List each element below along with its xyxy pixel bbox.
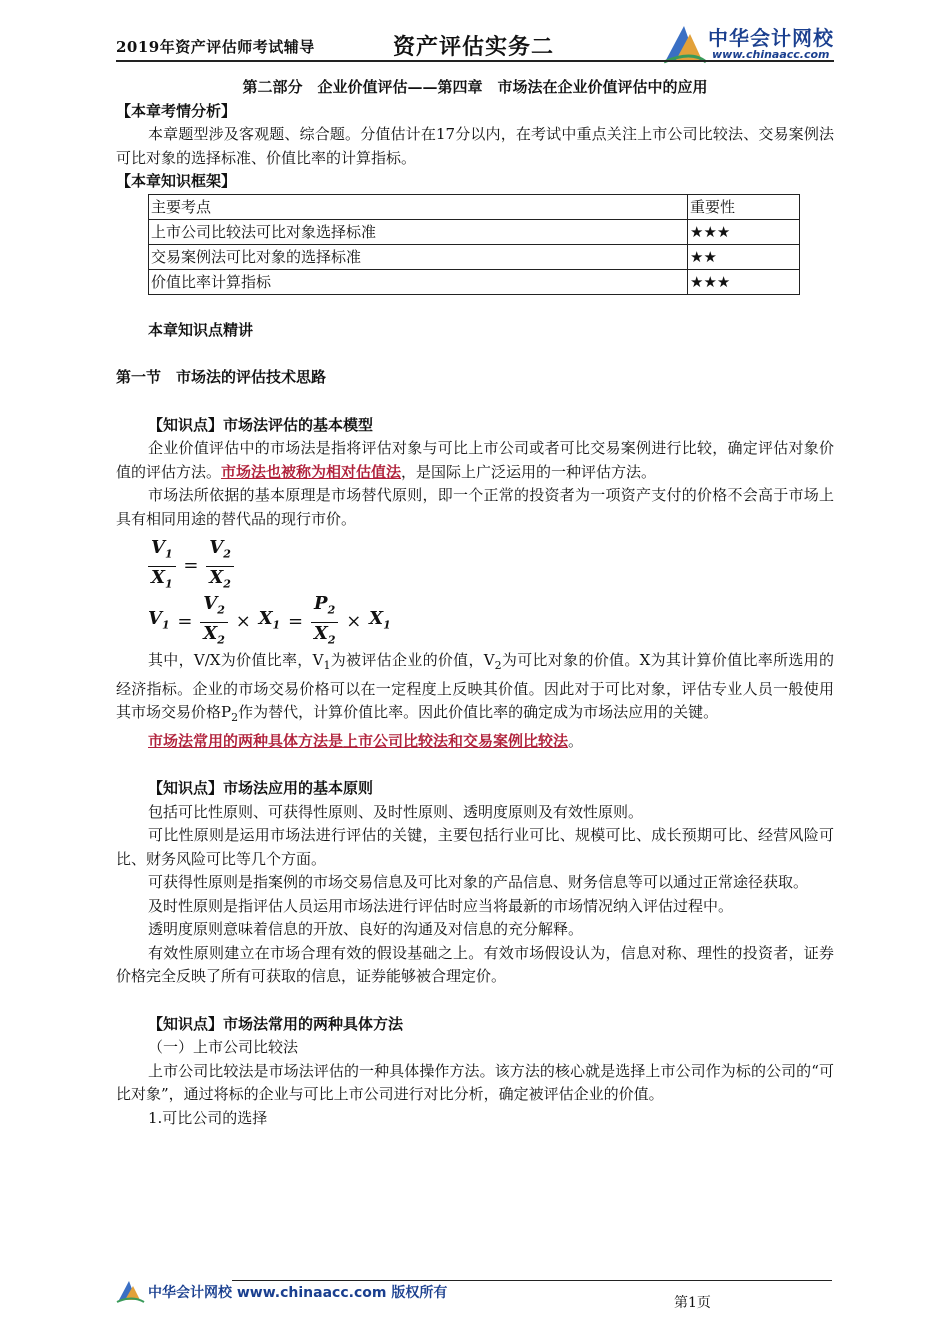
kp1-paragraph-2: 市场法所依据的基本原理是市场替代原则，即一个正常的投资者为一项资产支付的价格不会高于市场上具有相同用途的替代品的现行市价。 (116, 486, 834, 528)
kp2-heading: 【知识点】市场法应用的基本原则 (148, 779, 374, 797)
analysis-text: 本章题型涉及客观题、综合题。分值估计在17分以内，在考试中重点关注上市公司比较法、交易案例法可比对象的选择标准、价值比率的计算指标。 (116, 125, 834, 167)
table-cell-rating: ★★★ (688, 269, 800, 294)
table-cell-topic: 上市公司比较法可比对象选择标准 (149, 219, 688, 244)
kp3-subheading: （一）上市公司比较法 (148, 1038, 299, 1056)
kp2-paragraph-3: 可获得性原则是指案例的市场交易信息及可比对象的产品信息、财务信息等可以通过正常途径获取。 (148, 873, 809, 891)
formula-ratio-equality: $\frac{V_1}{X_1}$ = $\frac{V_2}{X_2}$ (148, 537, 234, 595)
header-divider (116, 60, 834, 62)
analysis-heading: 【本章考情分析】 (116, 101, 237, 120)
highlight-two-methods: 市场法常用的两种具体方法是上市公司比较法和交易案例比较法 (148, 731, 569, 750)
kp3-paragraph-1: 上市公司比较法是市场法评估的一种具体操作方法。该方法的核心就是选择上市公司作为标的公司的“可比对象”，通过将标的企业与可比上市公司进行对比分析，确定被评估企业的价值。 (116, 1061, 834, 1103)
chapter-title: 第二部分 企业价值评估——第四章 市场法在企业价值评估中的应用 (242, 78, 708, 96)
table-cell-topic: 交易案例法可比对象的选择标准 (149, 244, 688, 269)
framework-heading: 【本章知识框架】 (116, 172, 237, 190)
table-cell-topic: 价值比率计算指标 (149, 269, 688, 294)
formula-value-calculation: $V_1$ = $\frac{V_2}{X_2}$ × $X_1$ = $\frac{P_2}{X_2}$ × $X_1$ (148, 593, 391, 647)
kp2-paragraph-2: 可比性原则是运用市场法进行评估的关键，主要包括行业可比、规模可比、成长预期可比、经营风险可比、财务风险可比等几个方面。 (116, 826, 834, 868)
page-number: 第1页 (674, 1295, 711, 1311)
table-cell-rating: ★★★ (688, 219, 800, 244)
header-subject-title: 资产评估实务二 (393, 34, 555, 60)
footer-divider (232, 1280, 832, 1281)
kp1-paragraph-4: 市场法常用的两种具体方法是上市公司比较法和交易案例比较法。 (148, 731, 584, 750)
table-header-importance: 重要性 (688, 194, 800, 219)
kp1-paragraph-1: 企业价值评估中的市场法是指将评估对象与可比上市公司或者可比交易案例进行比较，确定评估对象价值的评估方法。市场法也被称为相对估值法，是国际上广泛运用的一种评估方法。 (116, 439, 834, 481)
table-header-topic: 主要考点 (149, 194, 688, 219)
table-row (149, 269, 800, 294)
table-row (149, 244, 800, 269)
section-title: 第一节 市场法的评估技术思路 (116, 368, 327, 386)
table-cell-rating: ★★ (688, 244, 800, 269)
kp3-heading: 【知识点】市场法常用的两种具体方法 (148, 1014, 404, 1033)
kp1-heading: 【知识点】市场法评估的基本模型 (148, 415, 374, 434)
kp1-paragraph-3: 其中，V/X为价值比率，$V_1$为被评估企业的价值，$V_2$为可比对象的价值。X为其计算价值比率所选用的经济指标。企业的市场交易价格可以在一定程度上反映其价值。因此对于可比对象，评估专业人员一般使用其市场交易价格$P_2$作为替代，计算价值比率。因此价值比率的确定成为市场法应用的关键。 (116, 651, 834, 724)
logo-brand-name: 中华会计网校 (708, 26, 834, 50)
logo-url: www.chinaacc.com (712, 48, 830, 61)
knowledge-heading: 本章知识点精讲 (148, 320, 254, 339)
footer-logo-icon (116, 1278, 146, 1304)
table-header-row (149, 194, 800, 219)
document-body (116, 76, 834, 1130)
kp2-paragraph-5: 透明度原则意味着信息的开放、良好的沟通及对信息的充分解释。 (148, 920, 584, 938)
highlight-relative-valuation: 市场法也被称为相对估值法 (221, 462, 402, 481)
table-row (149, 219, 800, 244)
kp2-paragraph-1: 包括可比性原则、可获得性原则、及时性原则、透明度原则及有效性原则。 (148, 802, 644, 821)
kp2-paragraph-4: 及时性原则是指评估人员运用市场法进行评估时应当将最新的市场情况纳入评估过程中。 (148, 896, 734, 915)
header-exam-label: 2019年资产评估师考试辅导 (116, 38, 315, 56)
formula-block (148, 531, 834, 649)
kp3-list-item: 1.可比公司的选择 (148, 1108, 268, 1127)
kp2-paragraph-6: 有效性原则建立在市场合理有效的假设基础之上。有效市场假设认为，信息对称、理性的投资者，证券价格完全反映了所有可获取的信息，证券能够被合理定价。 (116, 943, 834, 985)
knowledge-framework-table (148, 194, 800, 295)
footer-copyright: 中华会计网校 www.chinaacc.com 版权所有 (148, 1285, 448, 1301)
